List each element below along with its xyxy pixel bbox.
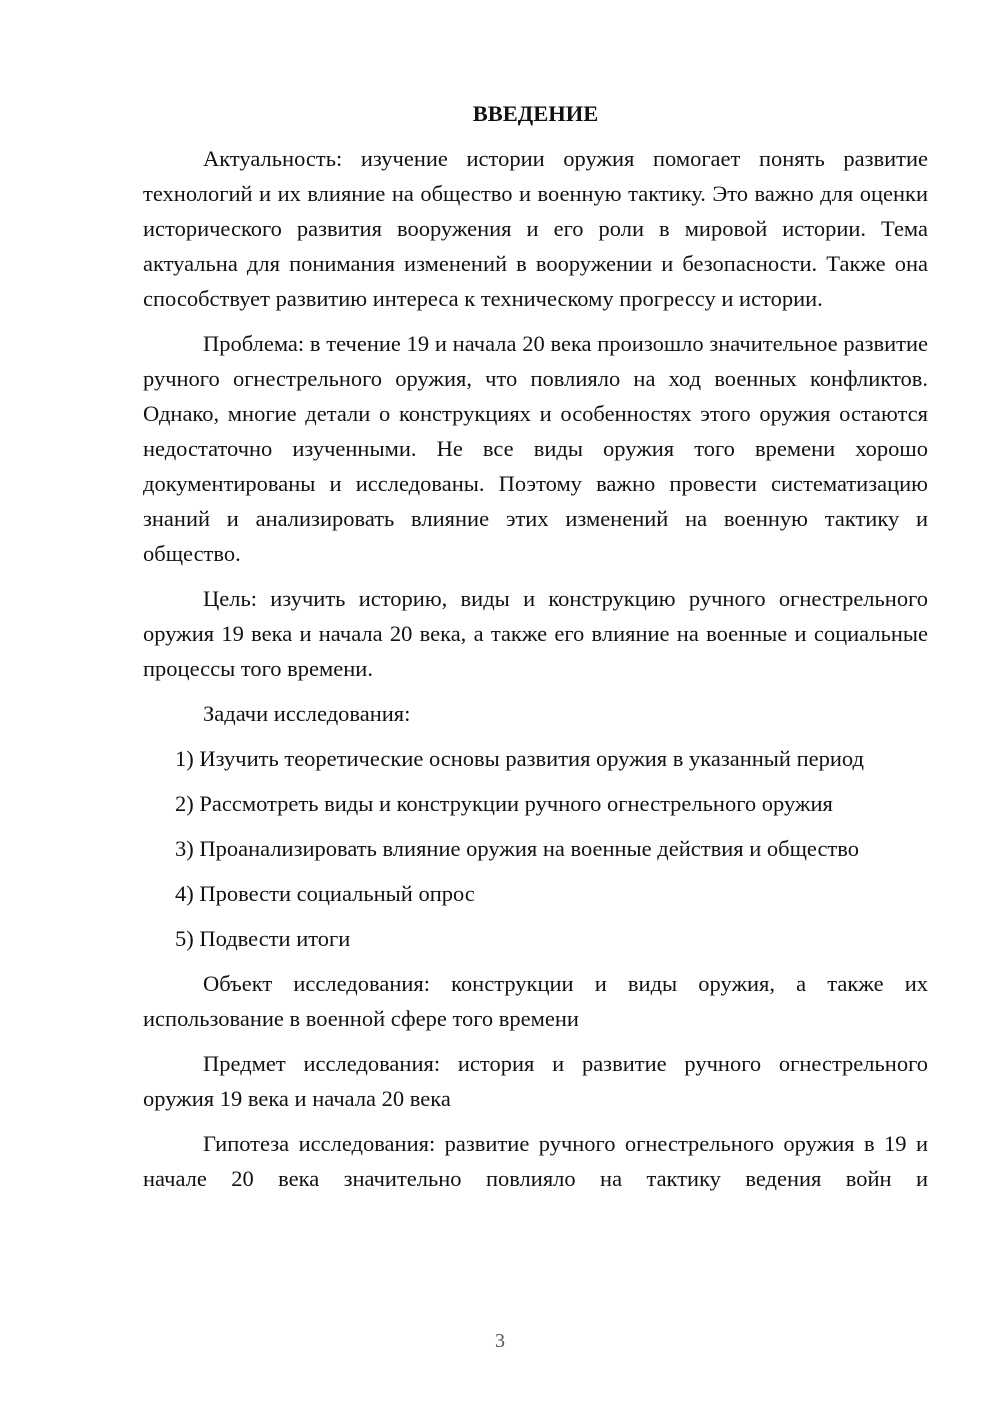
paragraph-hypothesis: Гипотеза исследования: развитие ручного огнестрельного оружия в 19 и начале 20 века значительно повлияло на тактику ведения войн и [143, 1131, 928, 1191]
task-item-3: 3) Проанализировать влияние оружия на военные действия и общество [175, 836, 859, 861]
section-title: ВВЕДЕНИЕ [472, 101, 599, 126]
page-number: 3 [495, 1330, 505, 1352]
task-item-4: 4) Провести социальный опрос [175, 881, 475, 906]
paragraph-object: Объект исследования: конструкции и виды оружия, а также их использование в военной сфере того времени [143, 971, 928, 1031]
task-item-1: 1) Изучить теоретические основы развития оружия в указанный период [175, 746, 864, 771]
paragraph-goal: Цель: изучить историю, виды и конструкцию ручного огнестрельного оружия 19 века и начала 20 века, а также его влияние на военные и социальные процессы того времени. [143, 586, 928, 681]
document-body [143, 96, 928, 1206]
task-item-5: 5) Подвести итоги [175, 926, 351, 951]
paragraph-relevance: Актуальность: изучение истории оружия помогает понять развитие технологий и их влияние на общество и военную тактику. Это важно для оценки исторического развития вооружения и его роли в мировой истории. Тема актуальна для понимания изменений в вооружении и безопасности. Также она способствует развитию интереса к техническому прогрессу и истории. [143, 146, 928, 311]
task-item-2: 2) Рассмотреть виды и конструкции ручного огнестрельного оружия [175, 791, 833, 816]
paragraph-subject: Предмет исследования: история и развитие ручного огнестрельного оружия 19 века и начала 20 века [143, 1051, 928, 1111]
paragraph-tasks-heading: Задачи исследования: [203, 701, 411, 726]
paragraph-problem: Проблема: в течение 19 и начала 20 века произошло значительное развитие ручного огнестрельного оружия, что повлияло на ход военных конфликтов. Однако, многие детали о конструкциях и особенностях этого оружия остаются недостаточно изученными. Не все виды оружия того времени хорошо документированы и исследованы. Поэтому важно провести систематизацию знаний и анализировать влияние этих изменений на военную тактику и общество. [143, 331, 928, 566]
